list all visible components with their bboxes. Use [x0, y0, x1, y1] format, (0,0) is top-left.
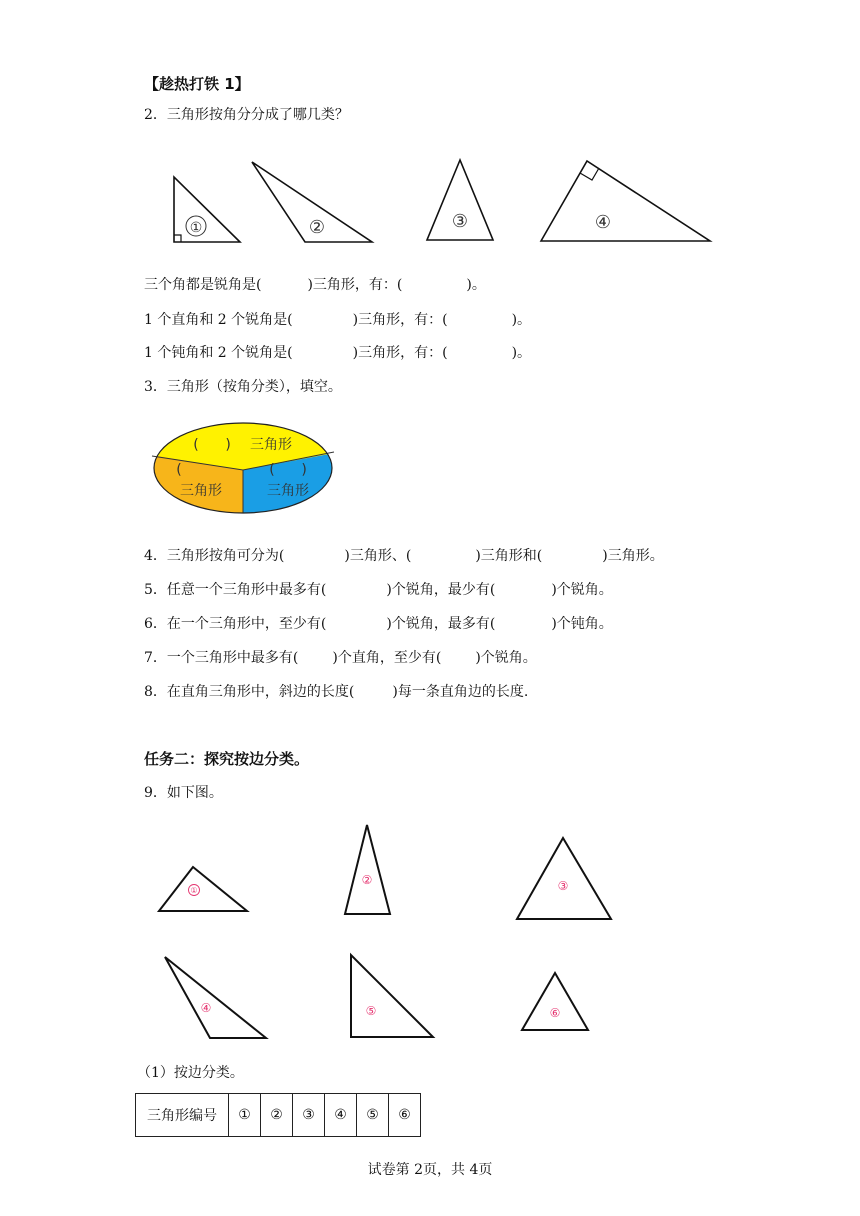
- q8-part-a: 8．在直角三角形中，斜边的长度(: [144, 684, 355, 700]
- q9-triangle-5: [351, 955, 433, 1037]
- q9-sub1: （1）按边分类。: [137, 1065, 244, 1081]
- q6-part-a: 6．在一个三角形中，至少有(: [144, 616, 327, 632]
- q8-part-b: )每一条直角边的长度.: [392, 684, 529, 700]
- q5-part-a: 5．任意一个三角形中最多有(: [144, 582, 327, 598]
- q2-label-1: ①: [189, 220, 203, 236]
- q9-triangle-3: [517, 838, 611, 919]
- q2-line-3-part-a: 1 个钝角和 2 个锐角是(: [144, 345, 293, 361]
- section-title-1: 【趁热打铁 1】: [144, 75, 250, 93]
- q2-line-2-part-c: )。: [511, 312, 532, 328]
- ellipse-left-label: 三角形: [180, 483, 222, 499]
- q2-line-3-part-c: )。: [511, 345, 532, 361]
- q5-part-c: )个锐角。: [551, 582, 613, 598]
- table-number-cell: ⑥: [389, 1094, 421, 1137]
- ellipse-top-paren: ( ): [193, 437, 231, 453]
- q7-part-c: )个锐角。: [475, 650, 537, 666]
- q2-line-3-part-b: )三角形，有：(: [352, 345, 448, 361]
- q5-part-b: )个锐角，最少有(: [386, 582, 496, 598]
- table-number-cell: ⑤: [357, 1094, 389, 1137]
- q3-question: 3．三角形（按角分类），填空。: [144, 379, 342, 395]
- q4-part-d: )三角形。: [602, 548, 664, 564]
- q9-label-2: ②: [361, 873, 373, 887]
- q9-triangle-6: [522, 973, 588, 1030]
- table-number-cell: ①: [229, 1094, 261, 1137]
- table-number-cell: ②: [261, 1094, 293, 1137]
- table-row: [136, 1094, 421, 1137]
- q9-triangle-2: [345, 825, 390, 914]
- q6-part-b: )个锐角，最多有(: [386, 616, 496, 632]
- q2-line-1-part-a: 三个角都是锐角是(: [144, 277, 262, 293]
- q4-part-a: 4．三角形按角可分为(: [144, 548, 285, 564]
- q9-label-1: ①: [190, 886, 198, 895]
- q7-part-a: 7．一个三角形中最多有(: [144, 650, 299, 666]
- q9-label-4: ④: [200, 1001, 212, 1015]
- q6-part-c: )个钝角。: [551, 616, 613, 632]
- page-footer: 试卷第 2页，共 4页: [367, 1162, 493, 1178]
- q9-triangle-4: [165, 957, 266, 1038]
- q2-line-1-part-c: )。: [466, 277, 486, 293]
- q9-label-3: ③: [557, 879, 569, 893]
- table-number-cell: ③: [293, 1094, 325, 1137]
- q4-part-b: )三角形、(: [344, 548, 412, 564]
- q9-question: 9．如下图。: [144, 785, 223, 801]
- q9-triangle-1: [159, 867, 247, 911]
- q2-label-4: ④: [594, 212, 612, 233]
- q2-label-2: ②: [308, 217, 326, 238]
- q2-question: 2．三角形按角分分成了哪几类？: [144, 107, 349, 123]
- q7-part-b: )个直角，至少有(: [332, 650, 442, 666]
- table-number-cell: ④: [325, 1094, 357, 1137]
- q9-label-5: ⑤: [365, 1004, 377, 1018]
- q2-line-1-part-b: )三角形，有：(: [307, 277, 403, 293]
- q2-line-2-part-a: 1 个直角和 2 个锐角是(: [144, 312, 293, 328]
- q4-part-c: )三角形和(: [475, 548, 543, 564]
- q2-label-3: ③: [451, 211, 469, 232]
- ellipse-right-label: 三角形: [267, 483, 309, 499]
- q9-label-6: ⑥: [549, 1006, 561, 1020]
- ellipse-left-paren: (: [176, 462, 182, 478]
- ellipse-right-paren: ( ): [269, 462, 307, 478]
- table-header-cell: 三角形编号: [136, 1094, 229, 1137]
- classification-table: [135, 1093, 421, 1137]
- section-title-2: 任务二：探究按边分类。: [144, 750, 310, 768]
- q2-line-2-part-b: )三角形，有：(: [352, 312, 448, 328]
- ellipse-top-label: 三角形: [250, 437, 292, 453]
